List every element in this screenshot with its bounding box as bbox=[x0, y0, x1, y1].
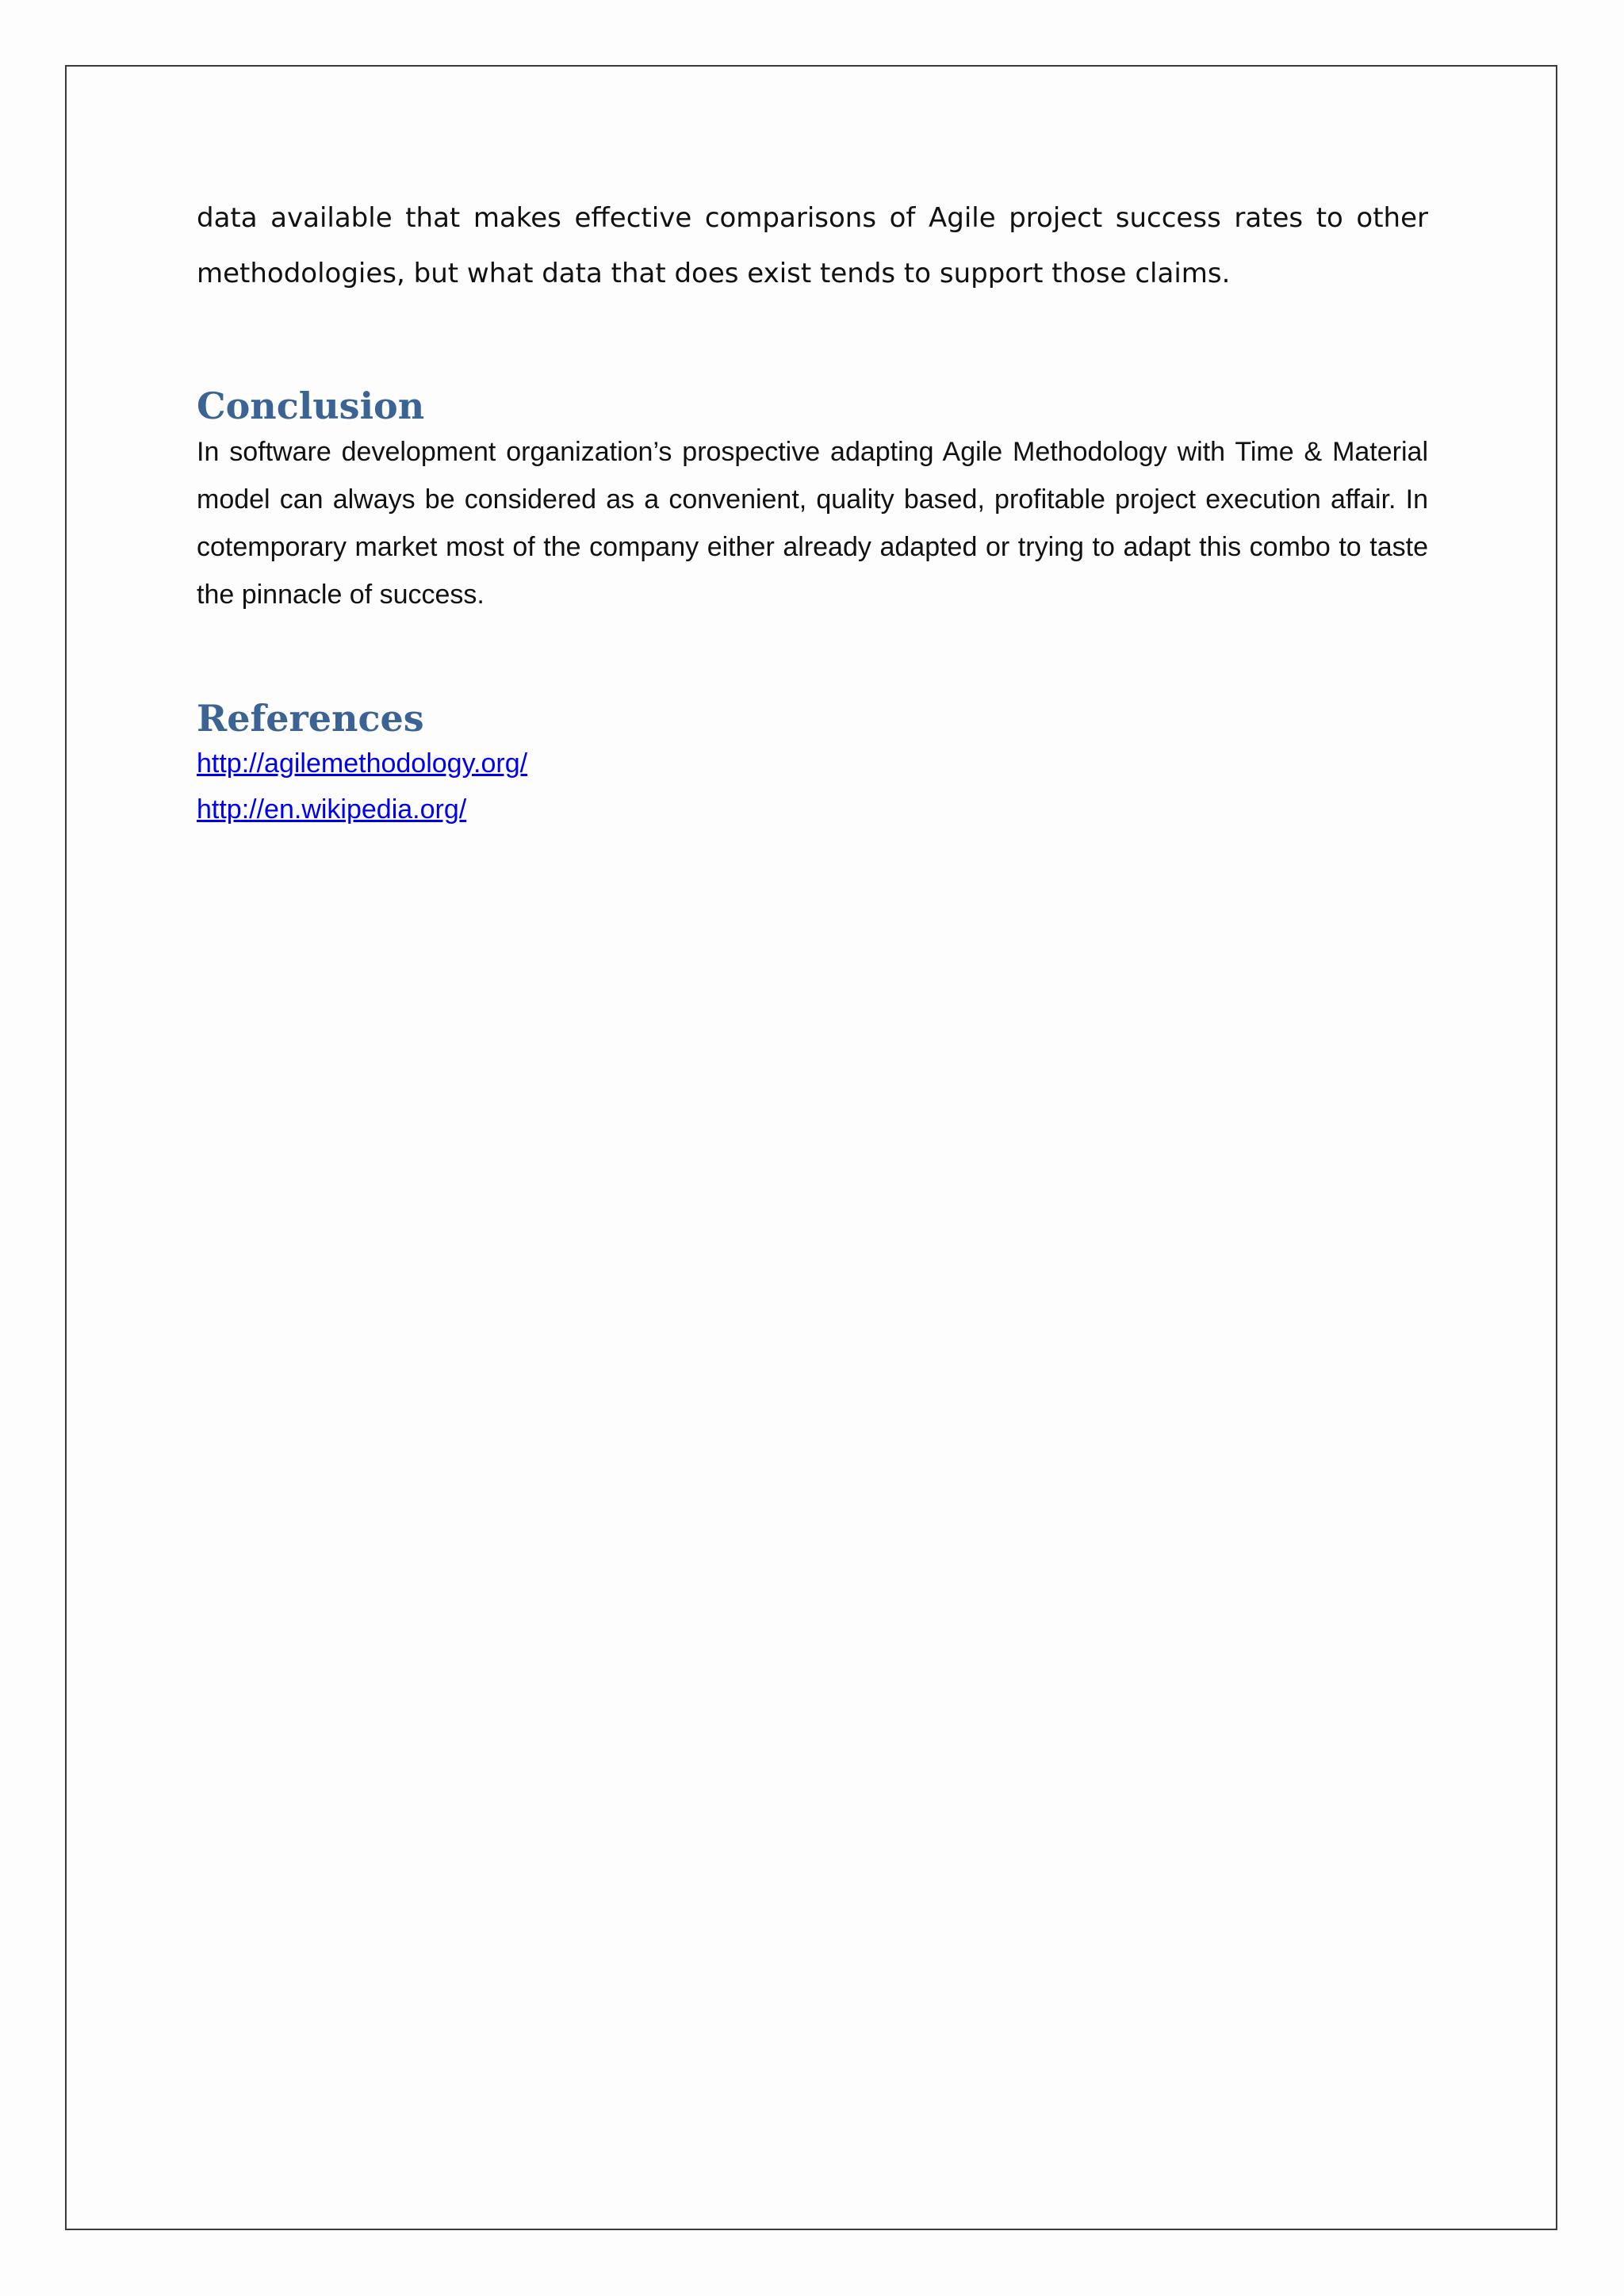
reference-item bbox=[197, 740, 1428, 786]
references-list bbox=[197, 740, 1428, 832]
reference-link-agilemethodology[interactable]: http://agilemethodology.org/ bbox=[197, 748, 528, 779]
conclusion-heading: Conclusion bbox=[197, 385, 425, 427]
reference-item bbox=[197, 786, 1428, 832]
intro-paragraph: data available that makes effective comparisons of Agile project success rates to other methodologies, but what data that does exist tends to support those claims. bbox=[197, 202, 1428, 289]
conclusion-paragraph: In software development organization’s prospective adapting Agile Methodology with Time & Material model can always be considered as a convenient, quality based, profitable project execution affair. In cotemporary market most of the company either already adapted or trying to adapt this combo to taste the pinnacle of success. bbox=[197, 437, 1428, 610]
document-content bbox=[197, 190, 1428, 832]
reference-link-wikipedia[interactable]: http://en.wikipedia.org/ bbox=[197, 794, 467, 825]
references-heading: References bbox=[197, 697, 424, 740]
